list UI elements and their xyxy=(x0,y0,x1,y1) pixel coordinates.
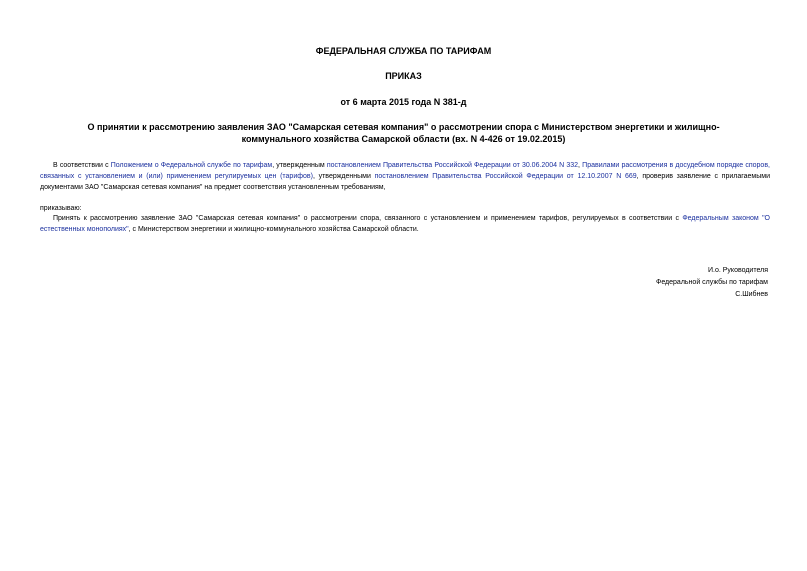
basis-text-5: , проверив заявление с прилагаемыми документами ЗАО "Самарская сетевая компания" на предмет соответствия установленным требованиям, xyxy=(40,173,771,191)
basis-text-2: , утвержденным xyxy=(272,162,327,169)
basis-text-1: В соответствии с xyxy=(53,162,111,169)
decision-text-1: Принять к рассмотрению заявление ЗАО "Самарская сетевая компания" о рассмотрении спора, связанного с установлением и применением тарифов, регулируемых в соответствии с xyxy=(53,215,683,222)
link-dispute-rules[interactable]: Правилами рассмотрения в досудебном порядке споров, связанных с установлением и (или) применением регулируемых цен (тарифов) xyxy=(40,162,770,180)
order-word: приказываю: xyxy=(40,205,82,212)
link-government-resolution-669[interactable]: постановлением Правительства Российской Федерации от 12.10.2007 N 669 xyxy=(374,173,637,180)
signature-organization: Федеральной службы по тарифам xyxy=(656,279,768,286)
document-title: О принятии к рассмотрению заявления ЗАО "Самарская сетевая компания" о рассмотрении спора с Министерством энергетики и жилищно-коммунального хозяйства Самарской области (вх. N 4-426 от 19.02.2015) xyxy=(87,122,720,144)
link-federal-law-natural-monopolies[interactable]: Федеральным законом "О естественных монополиях" xyxy=(40,215,770,233)
signature-name: С.Шибнев xyxy=(735,291,768,298)
document-date-number: от 6 марта 2015 года N 381-д xyxy=(340,97,467,107)
document-type: ПРИКАЗ xyxy=(385,71,422,81)
agency-name: ФЕДЕРАЛЬНАЯ СЛУЖБА ПО ТАРИФАМ xyxy=(315,46,492,56)
signature-block xyxy=(656,265,768,301)
signature-position: И.о. Руководителя xyxy=(708,267,768,274)
decision-text-2: , с Министерством энергетики и жилищно-коммунального хозяйства Самарской области. xyxy=(128,226,419,233)
decision-paragraph xyxy=(40,213,770,235)
basis-text-3: , xyxy=(578,162,583,169)
basis-text-4: , утвержденными xyxy=(312,173,375,180)
basis-paragraph xyxy=(40,160,770,193)
link-government-resolution-332[interactable]: постановлением Правительства Российской Федерации от 30.06.2004 N 332 xyxy=(326,162,579,169)
link-regulation-fst[interactable]: Положением о Федеральной службе по тарифам xyxy=(110,162,273,169)
